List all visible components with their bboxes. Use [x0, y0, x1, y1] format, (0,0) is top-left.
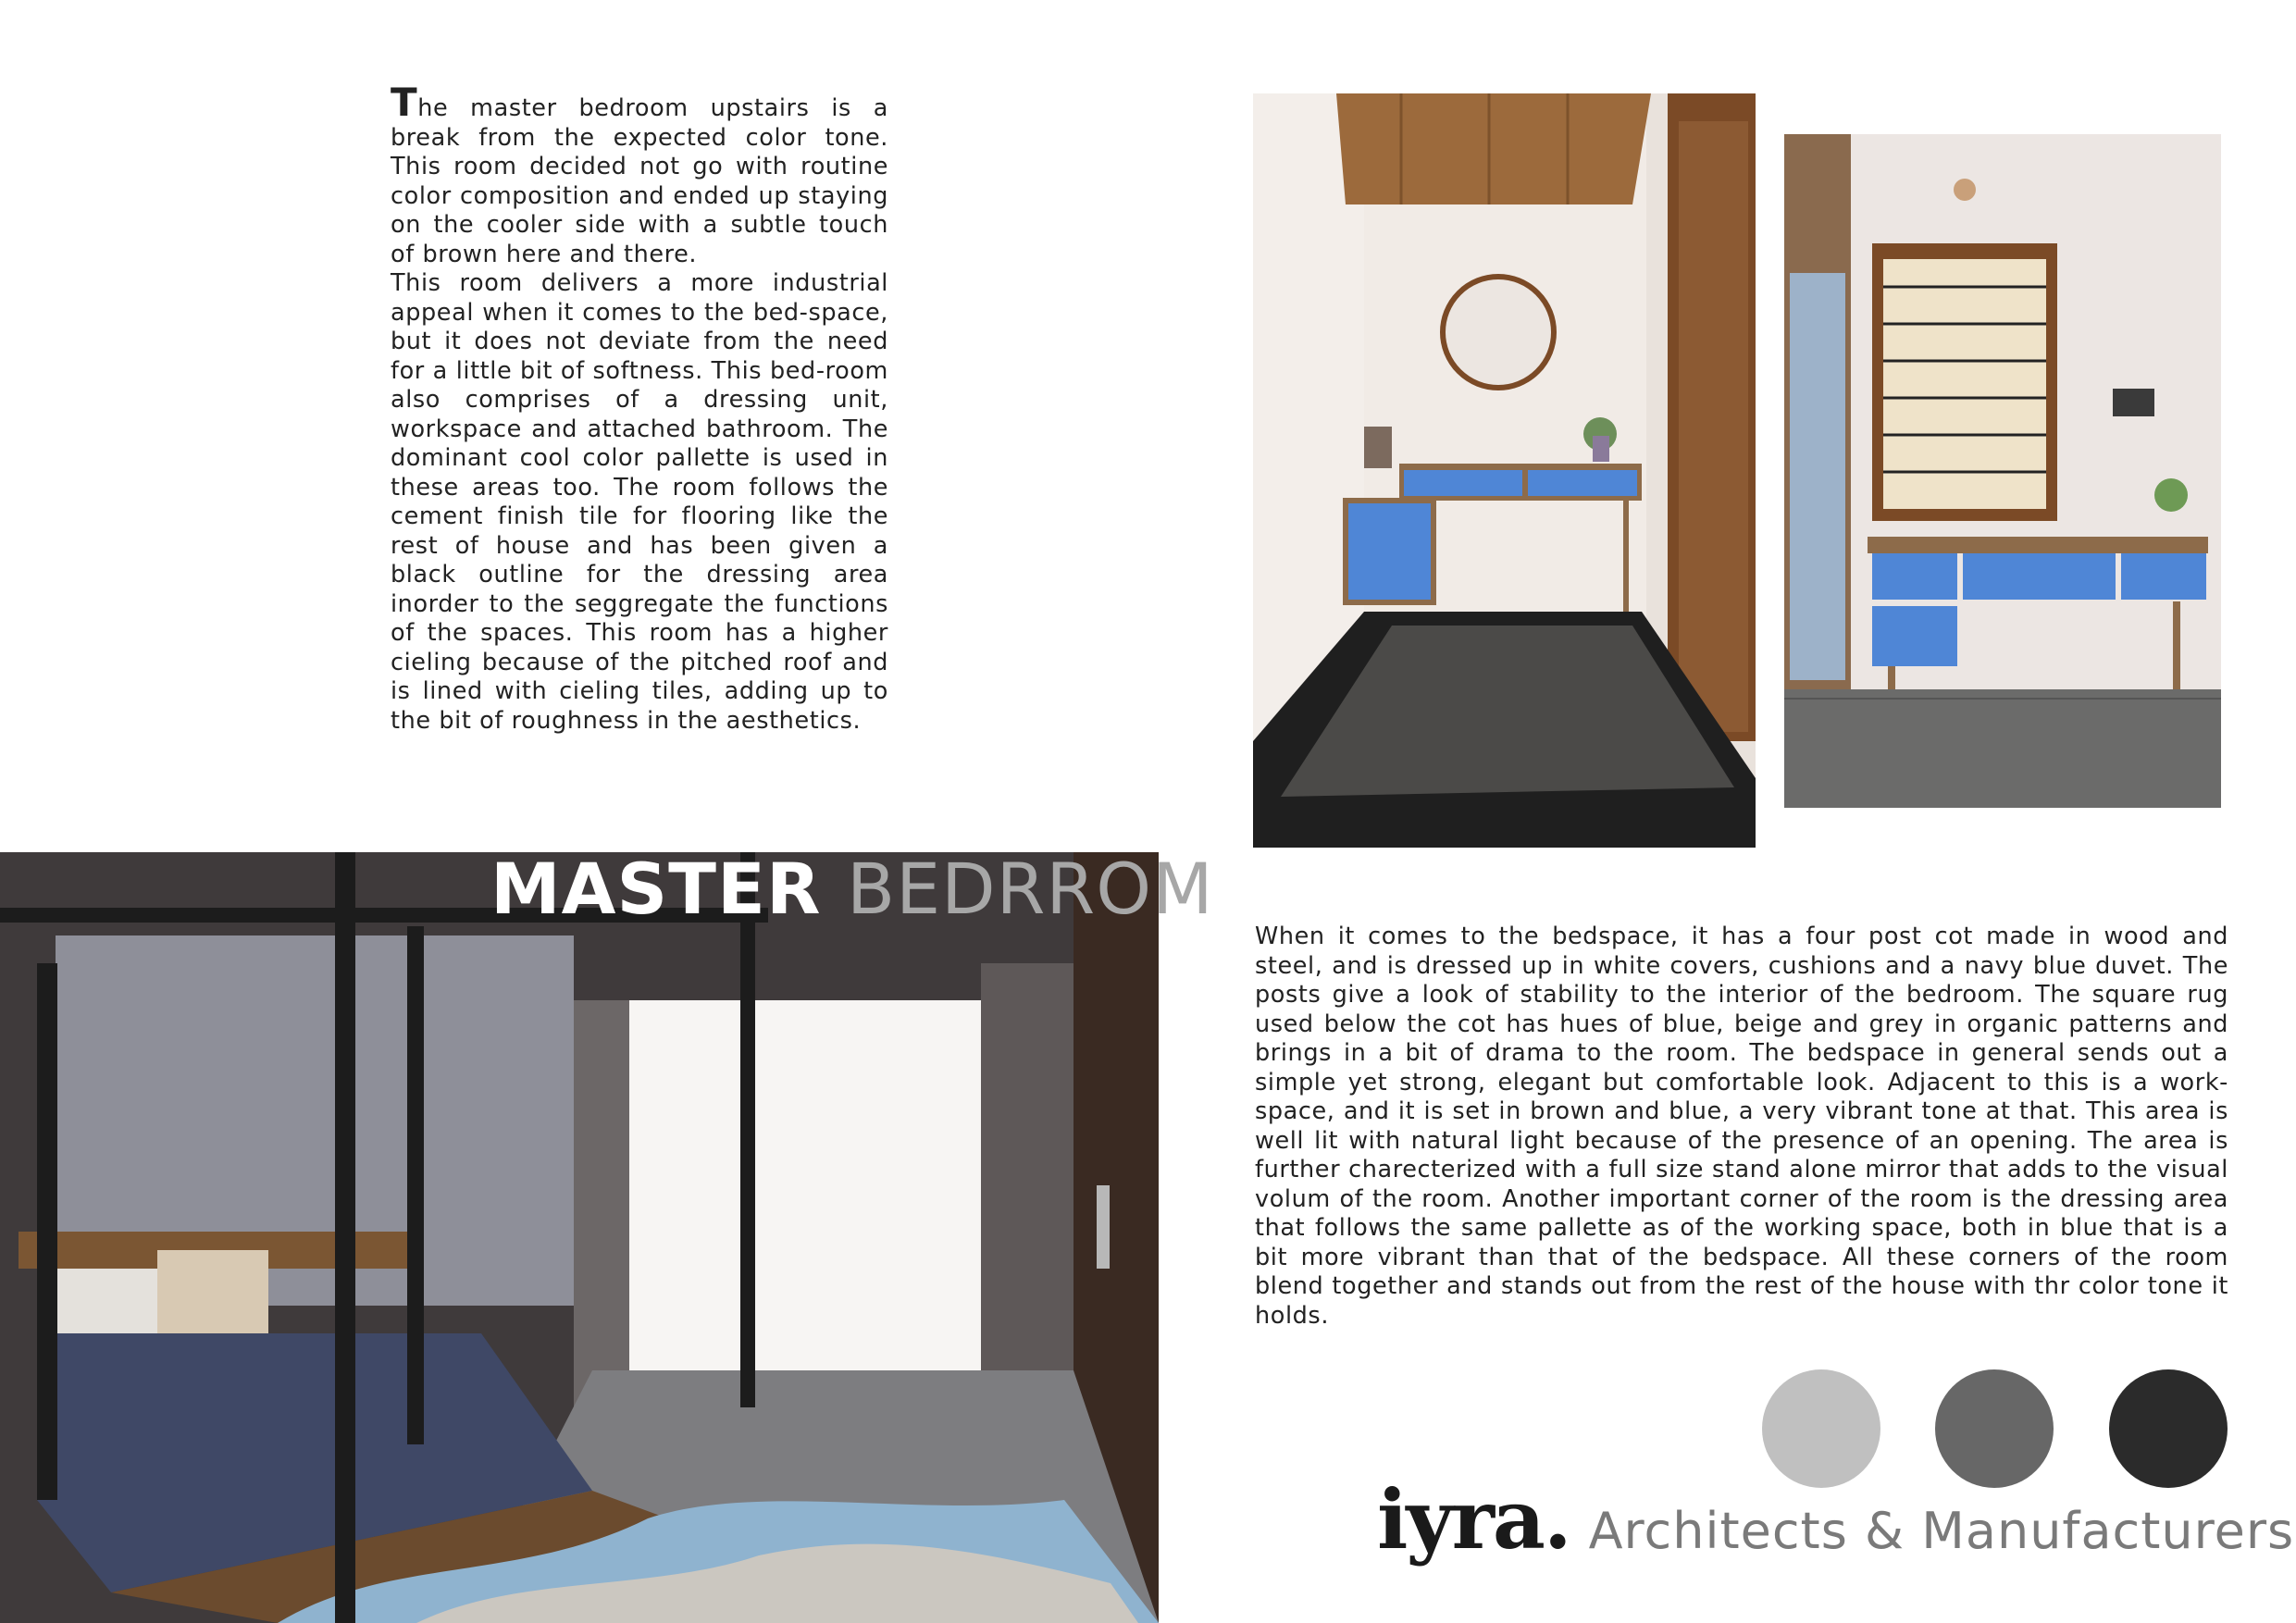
title-word-master: MASTER [490, 848, 822, 930]
dressing-area-photo [1253, 93, 1756, 848]
palette-swatch-mid-grey [1935, 1369, 2054, 1488]
bedroom-photo [0, 852, 1159, 1623]
brand-tagline: Architects & Manufacturers [1588, 1502, 2295, 1560]
intro-paragraph: The master bedroom upstairs is a break from the expected color tone. This room decided not go with routine color composition and ended up staying on the cooler side with a subtle touch of brown here and there. This room delivers a more industrial appeal when it comes to the bed-space, but it does not deviate from the need for a little bit of softness. This bed-room also comprises of a dressing unit, workspace and attached bathroom. The dominant cool color pallette is used in these areas too. The room follows the cement finish tile for flooring like the rest of house and has been given a black outline for the dressing area inorder to the seggregate the functions of the spaces. This room has a higher cieling because of the pitched roof and is lined with cieling tiles, adding up to the bit of roughness in the aesthetics. [391, 80, 888, 735]
title-word-bedroom: BEDRROM [846, 848, 1214, 930]
brand-footer [1377, 1471, 2294, 1573]
palette-swatch-light-grey [1762, 1369, 1880, 1488]
brand-logo: iyra. [1377, 1471, 1570, 1567]
palette-swatch-charcoal [2109, 1369, 2228, 1488]
body-paragraph: When it comes to the bedspace, it has a four post cot made in wood and steel, and is dressed up in white covers, cushions and a navy blue duvet. The posts give a look of stability to the interior of the bedroom. The square rug used below the cot has hues of blue, beige and grey in organic patterns and brings in a bit of drama to the room. The bedspace in general sends out a simple yet strong, elegant but comfortable look. Adjacent to this is a work-space, and it is set in brown and blue, a very vibrant tone at that. This area is well lit with natural light because of the presence of an opening. The area is further charecterized with a full size stand alone mirror that adds to the visual volum of the room. Another important corner of the room is the dressing area that follows the same pallette as of the working space, both in blue that is a bit more vibrant than that of the bedspace. All these corners of the room blend together and stands out from the rest of the house with thr color tone it holds. [1255, 923, 2228, 1330]
workspace-photo [1784, 134, 2221, 808]
section-title [490, 848, 1214, 931]
